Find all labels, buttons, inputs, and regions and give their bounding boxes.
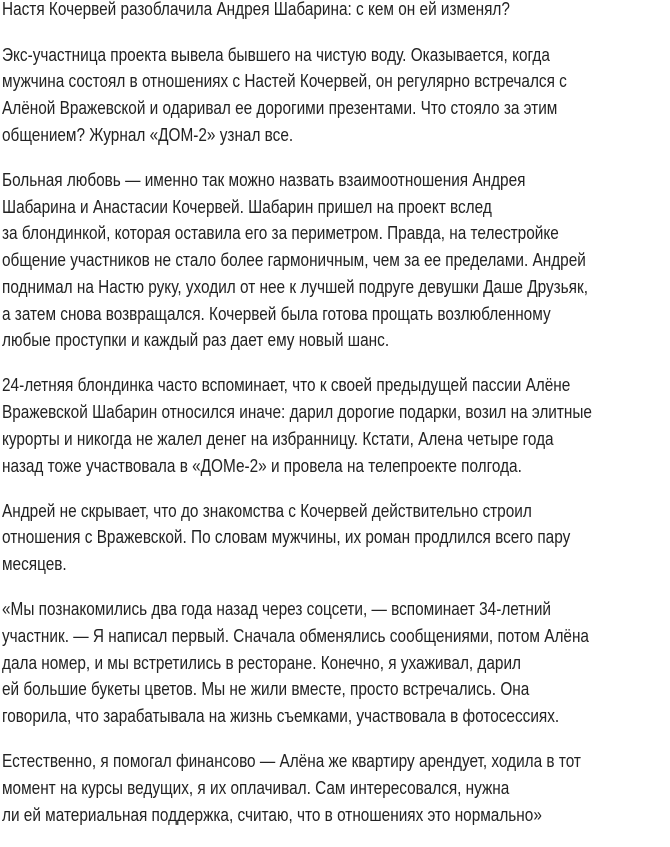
text-line: Естественно, я помогал финансово — Алёна же квартиру арендует, ходила в тот — [2, 750, 581, 772]
text-line: Шабарина и Анастасии Кочервей. Шабарин пришел на проект вслед — [2, 195, 492, 217]
text-line: месяцев. — [2, 553, 67, 575]
text-line: поднимал на Настю руку, уходил от нее к лучшей подруге девушки Даше Друзьяк, — [2, 275, 588, 297]
article — [2, 0, 670, 847]
paragraph-quote-part2 — [2, 748, 670, 828]
article-title: Настя Кочервей разоблачила Андрея Шабарина: с кем он ей изменял? — [2, 0, 510, 19]
text-line: отношения с Вражевской. По словам мужчины, их роман продлился всего пару — [2, 526, 571, 548]
text-line: ей большие букеты цветов. Мы не жили вместе, просто встречались. Она — [2, 678, 530, 700]
paragraph-relationship — [2, 167, 670, 354]
text-line: за блондинкой, которая оставила его за периметром. Правда, на телестройке — [2, 222, 559, 244]
text-line: общением? Журнал «ДОМ-2» узнал все. — [2, 123, 294, 145]
text-line: Больная любовь — именно так можно назвать взаимоотношения Андрея — [2, 169, 526, 191]
text-line: Андрей не скрывает, что до знакомства с Кочервей действительно строил — [2, 499, 532, 521]
paragraph-quote-part1 — [2, 596, 670, 730]
text-line: Экс-участница проекта вывела бывшего на чистую воду. Оказывается, когда — [2, 43, 550, 65]
text-line: курорты и никогда не жалел денег на избранницу. Кстати, Алена четыре года — [2, 427, 554, 449]
text-line: «Мы познакомились два года назад через соцсети, — вспоминает 34-летний — [2, 598, 551, 620]
paragraph-intro — [2, 42, 670, 149]
paragraph-previous-partner — [2, 372, 670, 479]
text-line: говорила, что зарабатывала на жизнь съемками, участвовала в фотосессиях. — [2, 705, 560, 727]
text-line: 24-летняя блондинка часто вспоминает, что к своей предыдущей пассии Алёне — [2, 374, 571, 396]
text-line: дала номер, и мы встретились в ресторане. Конечно, я ухаживал, дарил — [2, 651, 522, 673]
text-line: Алёной Вражевской и одаривал ее дорогими презентами. Что стояло за этим — [2, 97, 558, 119]
text-line: общение участников не стало более гармоничным, чем за ее пределами. Андрей — [2, 249, 586, 271]
text-line: ли ей материальная поддержка, считаю, что в отношениях это нормально» — [2, 803, 542, 825]
text-line: мужчина состоял в отношениях с Настей Кочервей, он регулярно встречался с — [2, 70, 567, 92]
text-line: любые проступки и каждый раз дает ему новый шанс. — [2, 329, 390, 351]
text-line: момент на курсы ведущих, я их оплачивал. Сам интересовался, нужна — [2, 777, 510, 799]
text-line: участник. — Я написал первый. Сначала обменялись сообщениями, потом Алёна — [2, 625, 589, 647]
text-line: а затем снова возвращался. Кочервей была готова прощать возлюбленному — [2, 302, 551, 324]
text-line: Вражевской Шабарин относился иначе: дарил дорогие подарки, возил на элитные — [2, 401, 592, 423]
text-line: назад тоже участвовала в «ДОМе-2» и провела на телепроекте полгода. — [2, 454, 522, 476]
paragraph-confirmation — [2, 498, 670, 578]
